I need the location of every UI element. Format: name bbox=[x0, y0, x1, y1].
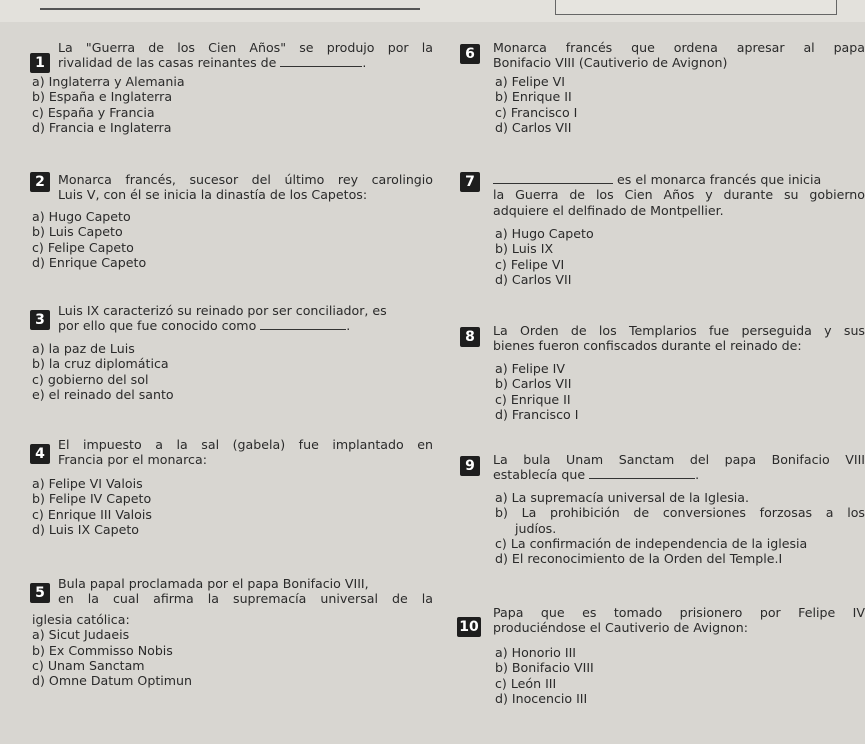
question-2 bbox=[58, 172, 433, 203]
question-number-badge: 10 bbox=[457, 617, 481, 637]
question-number-badge: 6 bbox=[460, 44, 480, 64]
option[interactable]: c) España y Francia bbox=[32, 104, 155, 120]
question-7-options bbox=[495, 226, 594, 287]
option[interactable]: b) Carlos VII bbox=[495, 376, 572, 392]
option[interactable]: c) Felipe VI bbox=[495, 256, 565, 272]
question-9 bbox=[493, 452, 865, 483]
option[interactable]: d) Enrique Capeto bbox=[32, 254, 147, 270]
option[interactable]: c) Enrique III Valois bbox=[32, 506, 152, 522]
question-3-options bbox=[32, 341, 174, 402]
answer-blank bbox=[589, 478, 695, 479]
option[interactable]: b) Ex Commisso Nobis bbox=[32, 642, 173, 658]
top-box bbox=[555, 0, 837, 15]
question-6 bbox=[493, 40, 865, 71]
option-continuation: judíos. bbox=[515, 520, 557, 536]
option[interactable]: c) Unam Sanctam bbox=[32, 657, 145, 673]
question-1-options bbox=[32, 74, 185, 135]
question-stem: Bonifacio VIII (Cautiverio de Avignon) bbox=[493, 55, 728, 71]
question-stem: Papa que es tomado prisionero por Felipe IV bbox=[493, 605, 865, 620]
option[interactable]: b) Felipe IV Capeto bbox=[32, 491, 152, 507]
question-stem: establecía que . bbox=[493, 467, 700, 483]
option[interactable]: d) Inocencio III bbox=[495, 690, 588, 706]
option[interactable]: d) Carlos VII bbox=[495, 271, 572, 287]
option[interactable]: c) Felipe Capeto bbox=[32, 239, 134, 255]
question-stem: adquiere el delfinado de Montpellier. bbox=[493, 202, 724, 218]
question-3 bbox=[58, 303, 438, 334]
answer-blank bbox=[493, 183, 613, 184]
option[interactable]: b) Bonifacio VIII bbox=[495, 660, 594, 676]
option[interactable]: a) Honorio III bbox=[495, 645, 577, 660]
option[interactable]: a) Sicut Judaeis bbox=[32, 627, 130, 643]
option[interactable]: d) Luis IX Capeto bbox=[32, 521, 139, 537]
option[interactable]: c) Francisco I bbox=[495, 104, 578, 120]
option[interactable]: d) El reconocimiento de la Orden del Temple.I bbox=[495, 551, 783, 567]
top-rule bbox=[40, 8, 420, 10]
question-5 bbox=[58, 576, 433, 607]
question-8 bbox=[493, 323, 865, 354]
option[interactable]: c) gobierno del sol bbox=[32, 371, 149, 387]
option[interactable]: e) el reinado del santo bbox=[32, 386, 174, 402]
question-5-options bbox=[32, 612, 192, 688]
question-2-options bbox=[32, 209, 146, 270]
option[interactable]: b) Luis IX bbox=[495, 241, 554, 257]
option[interactable]: c) León III bbox=[495, 675, 557, 691]
question-stem: la Guerra de los Cien Años y durante su gobierno bbox=[493, 187, 865, 203]
question-stem: en la cual afirma la supremacía universal de la bbox=[58, 591, 433, 607]
question-stem: Francia por el monarca: bbox=[58, 452, 207, 468]
question-9-options bbox=[495, 490, 865, 566]
question-stem: es el monarca francés que inicia bbox=[493, 172, 865, 187]
question-stem: bienes fueron confiscados durante el reinado de: bbox=[493, 338, 802, 354]
option[interactable]: c) Enrique II bbox=[495, 391, 571, 407]
option[interactable]: b) Luis Capeto bbox=[32, 224, 123, 240]
question-stem: Monarca francés que ordena apresar al papa bbox=[493, 40, 865, 55]
option[interactable]: a) Hugo Capeto bbox=[32, 209, 131, 224]
option[interactable]: c) La confirmación de independencia de la iglesia bbox=[495, 535, 808, 551]
question-number-badge: 2 bbox=[30, 172, 50, 192]
answer-blank bbox=[280, 66, 362, 67]
question-10 bbox=[493, 605, 865, 636]
option[interactable]: a) Felipe IV bbox=[495, 361, 566, 376]
option[interactable]: b) Enrique II bbox=[495, 89, 572, 105]
option[interactable]: d) Francisco I bbox=[495, 406, 579, 422]
question-stem: rivalidad de las casas reinantes de . bbox=[58, 55, 367, 71]
option[interactable]: a) La supremacía universal de la Iglesia. bbox=[495, 490, 750, 505]
question-stem: Luis V, con él se inicia la dinastía de los Capetos: bbox=[58, 187, 368, 203]
option[interactable]: b) la cruz diplomática bbox=[32, 356, 169, 372]
option[interactable]: d) Francia e Inglaterra bbox=[32, 119, 172, 135]
question-number-badge: 3 bbox=[30, 310, 50, 330]
option[interactable]: a) Felipe VI bbox=[495, 74, 566, 89]
question-stem: Monarca francés, sucesor del último rey carolingio bbox=[58, 172, 433, 187]
option[interactable]: a) Felipe VI Valois bbox=[32, 476, 143, 491]
question-number-badge: 9 bbox=[460, 456, 480, 476]
question-number-badge: 7 bbox=[460, 172, 480, 192]
question-7 bbox=[493, 172, 865, 218]
option[interactable]: a) Inglaterra y Alemania bbox=[32, 74, 185, 89]
question-number-badge: 5 bbox=[30, 583, 50, 603]
question-stem: La bula Unam Sanctam del papa Bonifacio VIII bbox=[493, 452, 865, 467]
question-stem: por ello que fue conocido como . bbox=[58, 318, 351, 334]
option[interactable]: d) Omne Datum Optimun bbox=[32, 673, 193, 689]
question-stem: Luis IX caracterizó su reinado por ser conciliador, es bbox=[58, 303, 387, 318]
question-10-options bbox=[495, 645, 594, 706]
option[interactable]: d) Carlos VII bbox=[495, 119, 572, 135]
question-1 bbox=[58, 40, 433, 71]
answer-blank bbox=[260, 329, 346, 330]
question-6-options bbox=[495, 74, 577, 135]
page-top-edge bbox=[0, 0, 865, 22]
question-8-options bbox=[495, 361, 578, 422]
question-number-badge: 1 bbox=[30, 53, 50, 73]
question-4-options bbox=[32, 476, 152, 537]
question-stem: La "Guerra de los Cien Años" se produjo por la bbox=[58, 40, 433, 55]
question-number-badge: 4 bbox=[30, 444, 50, 464]
question-stem: La Orden de los Templarios fue perseguida y sus bbox=[493, 323, 865, 338]
option[interactable]: a) Hugo Capeto bbox=[495, 226, 594, 241]
question-number-badge: 8 bbox=[460, 327, 480, 347]
option[interactable]: b) La prohibición de conversiones forzosas a los bbox=[495, 505, 865, 521]
question-4 bbox=[58, 437, 433, 468]
question-stem: Bula papal proclamada por el papa Bonifacio VIII, bbox=[58, 576, 369, 591]
question-stem: iglesia católica: bbox=[32, 612, 130, 627]
option[interactable]: a) la paz de Luis bbox=[32, 341, 135, 356]
option[interactable]: b) España e Inglaterra bbox=[32, 89, 173, 105]
question-stem: El impuesto a la sal (gabela) fue implantado en bbox=[58, 437, 433, 452]
question-stem: produciéndose el Cautiverio de Avignon: bbox=[493, 620, 748, 636]
